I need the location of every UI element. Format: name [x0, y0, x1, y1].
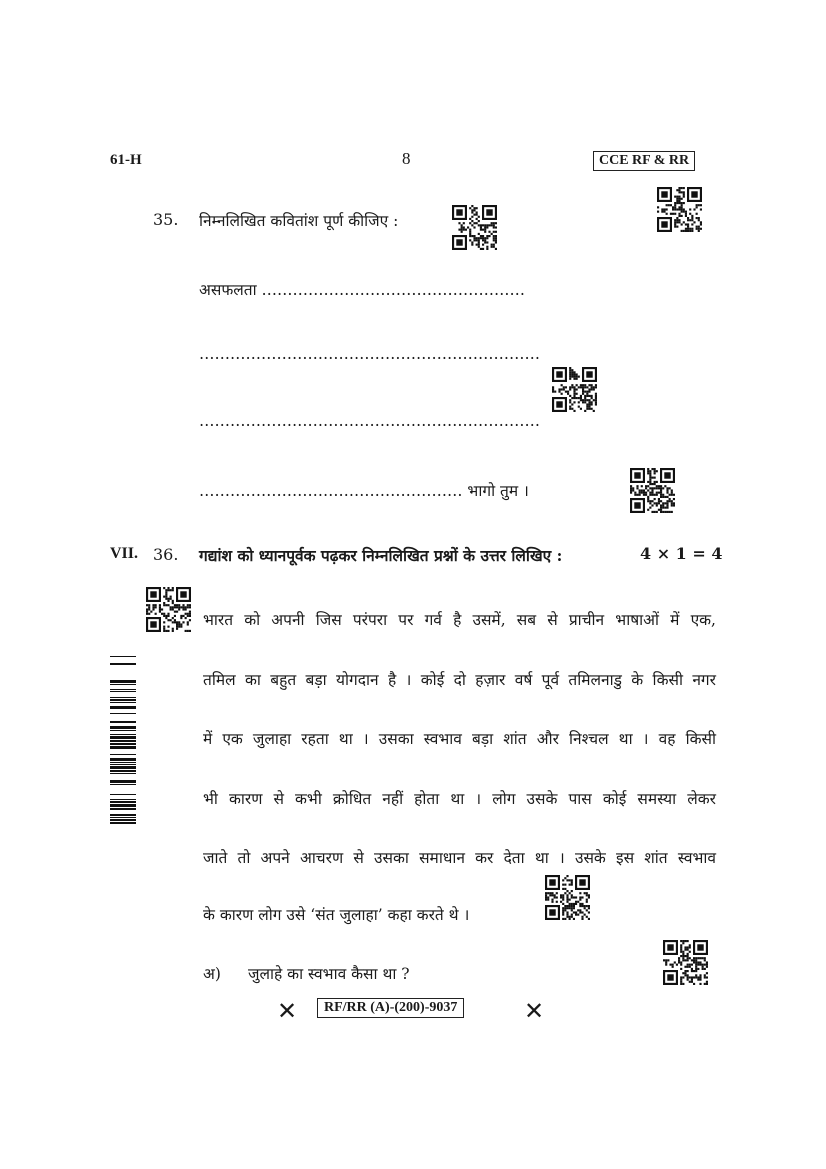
sub-question-label: अ): [203, 965, 221, 983]
question-instruction: गद्यांश को ध्यानपूर्वक पढ़कर निम्नलिखित प्रश्नों के उत्तर लिखिए :: [199, 546, 563, 565]
qr-code-icon: [657, 187, 702, 232]
passage-line: जाते तो अपने आचरण से उसका समाधान कर देता था । उसके इस शांत स्वभाव: [203, 849, 716, 867]
qr-code-icon: [146, 587, 191, 632]
poem-blank-line: …………………………………………………………: [199, 345, 540, 363]
question-number: 36.: [153, 545, 179, 564]
passage-line: के कारण लोग उसे ‘संत जुलाहा’ कहा करते थे ।: [203, 906, 470, 924]
passage-line: में एक जुलाहा रहता था । उसका स्वभाव बड़ा शांत और निश्चल था । वह किसी: [203, 730, 716, 748]
question-number: 35.: [153, 210, 179, 229]
qr-code-icon: [452, 205, 497, 250]
qr-code-icon: [630, 468, 675, 513]
poem-blank-line: असफलता ……………………………………………: [199, 281, 526, 299]
exam-label-box: CCE RF & RR: [593, 151, 695, 171]
passage-line: भारत को अपनी जिस परंपरा पर गर्व है उसमें, सब से प्राचीन भाषाओं में एक,: [203, 611, 716, 629]
decorative-cross-icon: ✕: [524, 997, 545, 1025]
question-prompt: निम्नलिखित कवितांश पूर्ण कीजिए :: [199, 212, 399, 230]
passage-line: भी कारण से कभी क्रोधित नहीं होता था । लोग उसके पास कोई समस्या लेकर: [203, 790, 716, 808]
passage-line: तमिल का बहुत बड़ा योगदान है । कोई दो हज़ार वर्ष पूर्व तमिलनाडु के किसी नगर: [203, 671, 716, 689]
poem-blank-line: …………………………………………………………: [199, 412, 540, 430]
page-number: 8: [402, 149, 411, 168]
qr-code-icon: [552, 367, 597, 412]
barcode-icon: [110, 656, 136, 824]
sub-question-text: जुलाहे का स्वभाव कैसा था ?: [248, 965, 410, 983]
marks-label: 4 × 1 = 4: [640, 544, 723, 563]
footer-code-box: RF/RR (A)-(200)-9037: [317, 998, 464, 1018]
qr-code-icon: [663, 940, 708, 985]
paper-code: 61-H: [110, 152, 142, 168]
qr-code-icon: [545, 875, 590, 920]
decorative-cross-icon: ✕: [277, 997, 298, 1025]
poem-blank-line: …………………………………………… भागो तुम ।: [199, 482, 529, 500]
section-number: VII.: [110, 545, 139, 562]
